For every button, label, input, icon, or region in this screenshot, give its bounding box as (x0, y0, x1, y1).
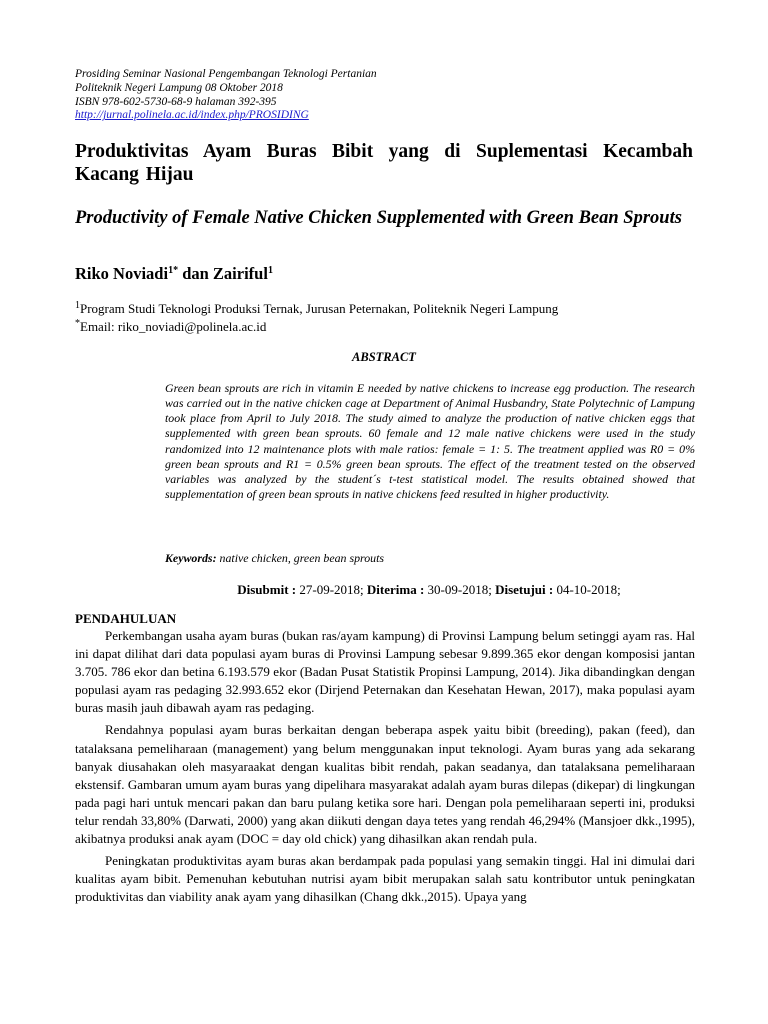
keywords-list: native chicken, green bean sprouts (216, 551, 385, 565)
approve-date: 04-10-2018; (553, 582, 621, 597)
submit-date: 27-09-2018; (296, 582, 367, 597)
keywords-label: Keywords: (165, 551, 217, 565)
affiliation (75, 300, 695, 318)
paper-title: Produktivitas Ayam Buras Bibit yang di Suplementasi Kecambah Kacang Hijau (75, 141, 693, 185)
submit-label: Disubmit : (237, 582, 297, 597)
author-superscript: 1* (168, 265, 179, 276)
corresponding-email (75, 318, 695, 336)
keywords (165, 551, 695, 566)
header-line-3: ISBN 978-602-5730-68-9 halaman 392-395 (75, 95, 277, 108)
affiliation-text: Program Studi Teknologi Produksi Ternak, Jurusan Peternakan, Politeknik Negeri Lampung (80, 301, 559, 316)
author-name: Zairiful (212, 264, 268, 283)
proceedings-header (75, 68, 695, 123)
approve-label: Disetujui : (495, 582, 554, 597)
accept-date: 30-09-2018; (424, 582, 496, 597)
email-superscript: * (75, 317, 80, 329)
header-line-1: Prosiding Seminar Nasional Pengembangan Teknologi Pertanian (75, 68, 377, 80)
author-connector: dan (178, 264, 213, 283)
author-name: Riko Noviadi (75, 264, 169, 283)
section-heading: PENDAHULUAN (75, 611, 177, 626)
accept-label: Diterima : (366, 582, 425, 597)
author-superscript: 1 (267, 265, 273, 276)
header-line-2: Politeknik Negeri Lampung 08 Oktober 2018 (75, 81, 283, 94)
affiliation-block (75, 300, 695, 335)
paper-title-english: Productivity of Female Native Chicken Supplemented with Green Bean Sprouts (75, 208, 682, 228)
abstract-text: Green bean sprouts are rich in vitamin E needed by native chickens to increase egg production. The research was carried out in the native chicken cage at Department of Animal Husbandry, State Polytechnic of Lampung took place from April to July 2018. The study aimed to analyze the production of native chicken eggs that supplemented with green bean sprouts. 60 female and 12 male native chickens were used in the study randomized into 12 maintenance plots with male ratios: female = 1: 5. The treatment applied was R0 = 0% green bean sprouts and R1 = 0.5% green bean sprouts. The effect of the treatment tested on the observed variables was analyzed by the student´s t-test statistical model. The results obtained showed that supplementation of green bean sprouts in native chickens feed resulted in higher productivity. (165, 381, 695, 502)
email-text: Email: riko_noviadi@polinela.ac.id (80, 318, 267, 334)
author-list (75, 264, 273, 284)
body-paragraph: Perkembangan usaha ayam buras (bukan ras/ayam kampung) di Provinsi Lampung belum setinggi ayam ras. Hal ini dapat dilihat dari data populasi ayam buras di Provinsi Lampung sebesar 9.899.365 ekor dengan komposisi jantan 3.705. 786 ekor dan betina 6.193.579 ekor (Badan Pusat Statistik Propinsi Lampung, 2014). Jika dibandingkan dengan populasi ayam ras pedaging 32.993.652 ekor (Dirjend Peternakan dan Kesehatan Hewan, 2017), maka populasi ayam buras masih jauh dibawah ayam ras pedaging. (75, 628, 695, 716)
submission-dates (0, 582, 768, 598)
body-paragraph: Rendahnya populasi ayam buras berkaitan dengan beberapa aspek yaitu bibit (breeding), pakan (feed), dan tatalaksana pemeliharaan (management) yang belum menggunakan input teknologi. Ayam buras yang ada sekarang banyak diusahakan oleh masyaraakat dengan kualitas bibit rendah, pakan seadanya, dan tatalaksana pemeliharaan ekstensif. Gambaran umum ayam buras yang dipelihara masyarakat adalah ayam buras dilepas (dikepar) di lingkungan pada pagi hari untuk mencari pakan dan baru pulang ketika sore hari. Dengan pola pemeliharaan seperti ini, produksi telur rendah 33,80% (Darwati, 2000) yang akan diikuti dengan daya tetes yang rendah 46,294% (Mansjoer dkk.,1995), akibatnya produksi anak ayam (DOC = day old chick) yang dihasilkan akan rendah pula. (75, 722, 695, 847)
affiliation-superscript: 1 (75, 300, 80, 311)
body-paragraph: Peningkatan produktivitas ayam buras akan berdampak pada populasi yang semakin tinggi. Hal ini dimulai dari kualitas ayam bibit. Pemenuhan kebutuhan nutrisi ayam bibit merupakan salah satu kontributor untuk peningkatan produktivitas dan viability anak ayam yang dihasilkan (Chang dkk.,2015). Upaya yang (75, 853, 695, 905)
abstract-heading: ABSTRACT (352, 350, 416, 364)
section-body (75, 627, 695, 910)
proceedings-link[interactable]: http://jurnal.polinela.ac.id/index.php/PROSIDING (75, 109, 309, 122)
